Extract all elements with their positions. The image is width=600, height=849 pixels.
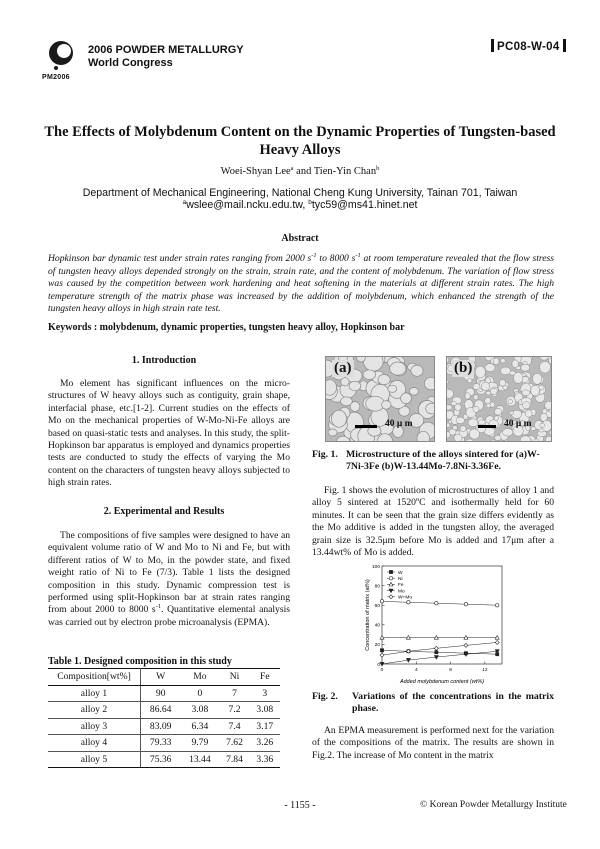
y-tick-label: 20: [374, 643, 380, 649]
grain: [494, 408, 501, 415]
table-header-cell: Ni: [219, 669, 249, 686]
conference-line2: World Congress: [88, 57, 173, 69]
fig1-number: Fig. 1.: [312, 449, 338, 460]
grain: [349, 381, 361, 391]
micrograph-a-label: (a): [334, 360, 352, 376]
grain: [545, 401, 551, 409]
fig1-paragraph-sup: o: [415, 496, 420, 504]
grain: [485, 398, 491, 404]
fig2-number: Fig. 2.: [312, 691, 338, 702]
table-cell: 7.62: [219, 735, 249, 752]
logo-text: PM2006: [42, 74, 70, 81]
table-cell: alloy 3: [48, 718, 141, 735]
grain: [332, 410, 347, 427]
experimental-heading: 2. Experimental and Results: [103, 506, 225, 517]
grain: [401, 393, 412, 404]
legend-label: W: [398, 570, 403, 576]
intro-heading: 1. Introduction: [131, 355, 197, 366]
table-cell: alloy 4: [48, 735, 141, 752]
grain: [513, 372, 523, 383]
grain: [540, 361, 551, 373]
table-cell: 79.33: [141, 735, 181, 752]
data-point: [434, 646, 438, 650]
experimental-part2: . Quantitative elemental analysis was carried out by electron probe microanalysis (EPMA).: [48, 604, 290, 628]
fig1-caption: Microstructure of the alloys sintered for (a)W-7Ni-3Fe (b)W-13.44Mo-7.8Ni-3.36Fe.: [346, 449, 540, 472]
grain: [409, 388, 418, 396]
grain: [481, 382, 489, 391]
data-point: [435, 651, 438, 654]
table-row: [48, 735, 280, 752]
table-cell: 86.64: [141, 702, 181, 719]
grain: [465, 393, 470, 399]
legend-label: Fe: [398, 583, 404, 589]
data-point: [464, 603, 467, 606]
experimental-sup: -1: [155, 603, 162, 611]
grain: [447, 380, 448, 385]
data-point: [435, 602, 438, 605]
grain: [474, 395, 479, 400]
email-b: tyc59@ms41.hinet.net: [311, 199, 418, 211]
affiliation-dept: Department of Mechanical Engineering, National Cheng Kung University, Tainan 701, Taiwan: [82, 187, 518, 199]
table-cell: 90: [141, 685, 181, 702]
matrix-concentration-chart: [360, 562, 510, 686]
table-cell: alloy 1: [48, 685, 141, 702]
paper-code-text: PC08-W-04: [497, 41, 560, 53]
data-point: [496, 604, 499, 607]
micrograph-b-scale: 40 μ m: [504, 419, 532, 429]
data-point: [380, 600, 383, 603]
fig2-caption: Variations of the concentrations in the matrix phase.: [352, 691, 554, 714]
micrograph-b-scalebar: [478, 425, 496, 428]
grain: [516, 366, 521, 370]
grain: [467, 379, 472, 383]
grain: [364, 357, 384, 371]
grain: [341, 378, 349, 386]
copyright: © Korean Powder Metallurgy Institute: [420, 800, 567, 810]
x-tick-label: 8: [449, 668, 452, 673]
y-tick-label: 0: [377, 662, 380, 668]
grain: [522, 390, 530, 396]
table-row: [48, 718, 280, 735]
table-cell: 6.34: [180, 718, 219, 735]
affiliation-emails: [0, 199, 600, 211]
grain: [426, 403, 434, 414]
grain: [447, 405, 452, 410]
y-tick-label: 40: [374, 623, 380, 629]
data-point: [464, 643, 468, 647]
table-row: [48, 685, 280, 702]
data-point: [380, 653, 384, 657]
y-tick-label: 100: [371, 564, 380, 570]
email-sup-b: b: [308, 199, 312, 206]
abstract-sup1: -1: [311, 252, 317, 259]
table-cell: 13.44: [180, 751, 219, 768]
grain: [388, 385, 397, 392]
x-tick-label: 12: [482, 668, 488, 673]
table-cell: 7.2: [219, 702, 249, 719]
abstract-text: [48, 253, 554, 316]
keywords: Keywords : molybdenum, dynamic properties, tungsten heavy alloy, Hopkinson bar: [48, 322, 405, 333]
micrograph-a-scalebar: [355, 425, 377, 428]
grain: [447, 389, 454, 398]
table-header-cell: Mo: [180, 669, 219, 686]
grain: [485, 364, 495, 372]
abstract-heading: Abstract: [281, 233, 319, 244]
paper-code: [488, 39, 569, 53]
table-cell: 7.84: [219, 751, 249, 768]
x-tick-label: 0: [380, 668, 384, 673]
grain: [447, 423, 450, 428]
micrograph-a-scale: 40 μ m: [385, 419, 413, 429]
grain: [363, 370, 376, 380]
fig1-paragraph-part1: Fig. 1 shows the evolution of microstructures of alloy 1 and alloy 5 sintered at 1520: [312, 485, 554, 509]
grain: [540, 423, 545, 427]
series-line-w-plus-mo: [382, 642, 497, 655]
data-point: [389, 570, 392, 573]
grain: [460, 426, 466, 432]
experimental-part1: The compositions of five samples were designed to have an equivalent volume ratio of W and Mo to Ni and Fe, but with different ratios of W to Mo, in the powder state, and fixed weight ratio of Ni to Fe (7/3). Table 1 lists the designed composition in this study. Dynamic compression test is performed using split-Hopkinson bar at strain rates ranging from about 2000 to 8000 s: [48, 530, 290, 616]
grain: [533, 373, 542, 384]
grain: [546, 436, 551, 441]
table-cell: 0: [180, 685, 219, 702]
legend-label: Mo: [398, 589, 405, 595]
grain: [509, 411, 513, 415]
grain: [490, 388, 497, 394]
table-row: [48, 702, 280, 719]
legend-label: Ni: [398, 577, 403, 582]
grain: [456, 417, 465, 424]
abstract-part1: Hopkinson bar dynamic test under strain rates ranging from 2000 s: [48, 253, 312, 264]
grain: [531, 385, 540, 395]
grain: [411, 365, 423, 376]
grain: [499, 380, 505, 387]
grain: [453, 426, 458, 430]
composition-table: [48, 668, 280, 768]
grain: [542, 409, 547, 414]
grain: [473, 406, 479, 412]
data-point: [380, 649, 383, 652]
x-tick-label: 4: [414, 668, 418, 673]
abstract-part2: to 8000 s: [316, 253, 356, 264]
table-cell: 7: [219, 685, 249, 702]
experimental-text: [48, 530, 290, 629]
micrograph-b-label: (b): [454, 360, 473, 376]
table-cell: alloy 5: [48, 751, 141, 768]
chart-xlabel: Added molybdenum content (wt%): [399, 679, 485, 685]
y-tick-label: 80: [374, 584, 380, 590]
grain: [466, 439, 474, 441]
grain: [491, 440, 495, 441]
grain: [493, 358, 499, 365]
table-cell: 3: [250, 685, 280, 702]
grain: [540, 357, 549, 360]
table-cell: 7.4: [219, 718, 249, 735]
grain: [525, 410, 532, 417]
pm2006-logo: [47, 40, 75, 76]
table-cell: 3.08: [250, 702, 280, 719]
table-row: [48, 751, 280, 768]
conference-line1: 2006 POWDER METALLURGY: [88, 44, 244, 56]
page-number: - 1155 -: [284, 800, 316, 811]
series-line-w: [382, 650, 497, 654]
grain: [390, 362, 406, 375]
grain: [494, 416, 498, 421]
abstract-sup2: -1: [355, 252, 361, 259]
grain: [473, 384, 480, 390]
grain: [326, 380, 337, 396]
affiliation: [0, 187, 600, 211]
grain: [508, 399, 513, 404]
grain: [447, 432, 450, 438]
table-caption: Table 1. Designed composition in this study: [48, 656, 232, 667]
series-line-mo: [382, 651, 497, 664]
data-point: [389, 595, 393, 599]
table-cell: 3.17: [250, 718, 280, 735]
grain: [500, 359, 505, 363]
author-1-sup: a: [290, 165, 294, 172]
series-line-ni: [382, 601, 497, 605]
table-header-cell: Fe: [250, 669, 280, 686]
table-cell: alloy 2: [48, 702, 141, 719]
grain: [382, 401, 391, 410]
grain: [424, 377, 434, 390]
chart-ylabel: Concentration of matrix (at%): [365, 579, 371, 651]
table-cell: 3.26: [250, 735, 280, 752]
legend-label: W+Mo: [398, 595, 412, 601]
fig1-paragraph: [312, 485, 554, 559]
grain: [454, 434, 462, 441]
table-header-cell: W: [141, 669, 181, 686]
table-cell: 3.36: [250, 751, 280, 768]
grain: [495, 435, 501, 440]
grain: [500, 367, 510, 375]
data-point: [407, 601, 410, 604]
grain: [523, 402, 531, 409]
email-sup-a: a: [182, 199, 187, 206]
paper-title: The Effects of Molybdenum Content on the Dynamic Properties of Tungsten-based Heavy Alloys: [44, 124, 556, 158]
table-cell: 9.79: [180, 735, 219, 752]
grain: [475, 366, 485, 378]
table-cell: 3.08: [180, 702, 219, 719]
y-tick-label: 60: [374, 604, 380, 609]
grain: [350, 402, 360, 412]
grain: [328, 429, 337, 436]
grain: [447, 357, 449, 363]
table-cell: 75.36: [141, 751, 181, 768]
email-a: wslee@mail.ncku.edu.tw,: [186, 199, 309, 211]
conference-name: [88, 44, 244, 70]
intro-text: Mo element has significant influences on the micro-structures of W heavy alloys such as contiguity, grain shape, interfacial phase, etc.[1-2]. Current studies on the effects of Mo on the mechanical properties of W-Mo-Ni-Fe alloys are based on quasi-static tests and analyses. In this study, the split-Hopkinson bar apparatus is employed and dynamics properties tests are conducted to study the effects of varying the Mo content on the characters of tungsten heavy alloys subjected to high strain rates.: [48, 378, 290, 489]
data-point: [495, 640, 499, 644]
table-header-cell: Composition[wt%]: [48, 669, 141, 686]
data-point: [389, 577, 392, 580]
author-1: Woei-Shyan Lee: [220, 166, 291, 177]
grain: [502, 429, 513, 437]
epma-paragraph: An EPMA measurement is performed next for the variation of the compositions of the matrix. The results are shown in Fig.2. The increase of Mo content in the matrix: [312, 725, 554, 761]
abstract-part3: at room temperature revealed that the flow stress of tungsten heavy alloys depended strongly on the strain, strain rate, and the content of molybdenum. The variation of flow stress was caused by the competition between work hardening and heat softening in the materials at different strain rates. The high temperature strength of the matrix phase was increased by the addition of molybdenum, which enhanced the strength of the tungsten heavy alloys in high strain rate test.: [48, 253, 554, 315]
author-2: and Tien-Yin Chan: [293, 166, 377, 177]
authors: [0, 166, 600, 177]
grain: [503, 386, 507, 390]
grain: [378, 375, 390, 385]
table-header-row: [48, 669, 280, 686]
author-2-sup: b: [376, 165, 380, 172]
fig1-paragraph-part2: C and isothermally held for 60 minutes. It can be seen that the grain size differs evidently as the Mo additive is added in the tungsten alloy, the averaged grain size is 32.5μm before Mo is added and 17μm after a 13.44wt% of Mo is added.: [312, 497, 554, 559]
grain: [455, 404, 462, 411]
table-cell: 83.09: [141, 718, 181, 735]
grain: [534, 439, 539, 441]
grain: [521, 364, 530, 371]
